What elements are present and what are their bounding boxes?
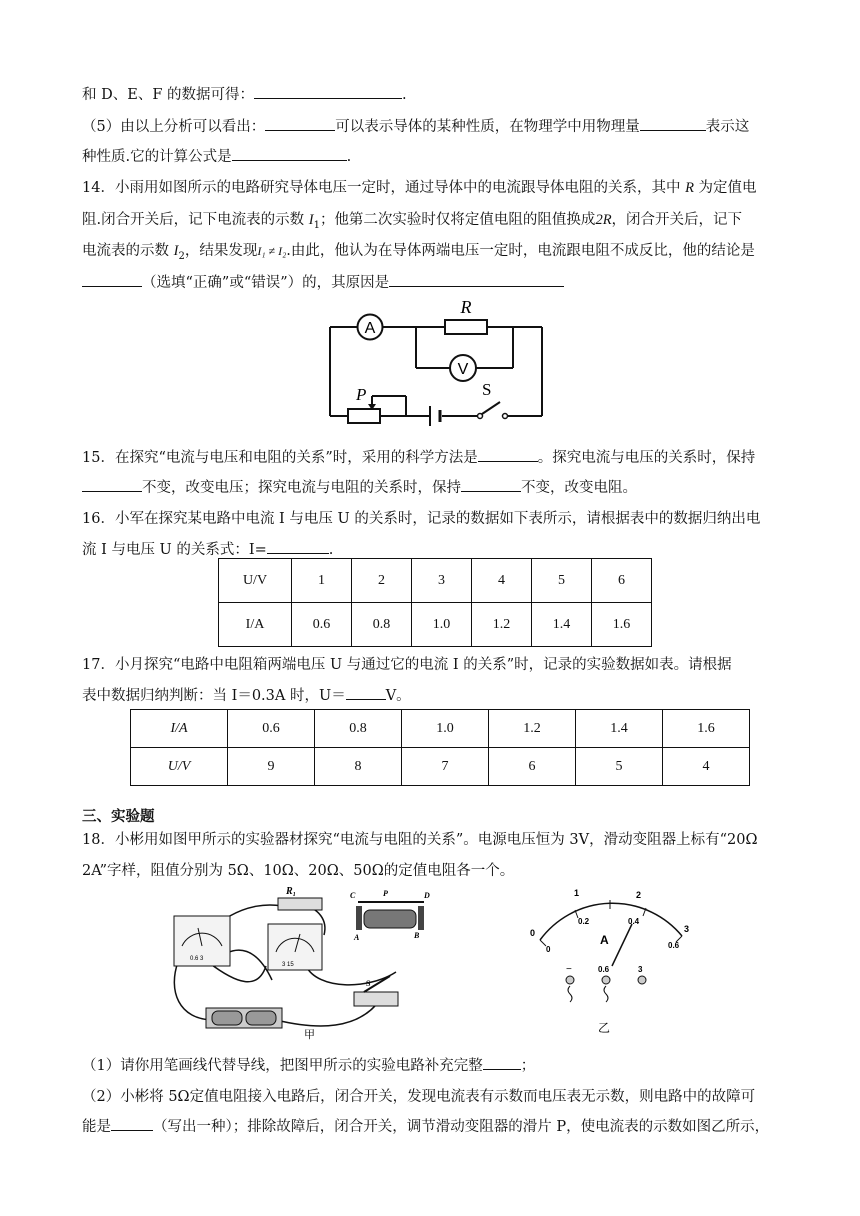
q14-line2 xyxy=(82,208,742,231)
q14-sub: 2 xyxy=(178,250,185,262)
voltmeter-terminal-labels: 3 15 xyxy=(282,962,294,968)
table-row xyxy=(219,559,652,603)
q14-var: 2R xyxy=(595,212,612,228)
resistor-symbol xyxy=(445,320,487,334)
q15-line2 xyxy=(82,476,637,497)
rheostat-symbol xyxy=(348,409,380,423)
q14-var: I₁ ≠ I₂ xyxy=(257,244,287,258)
table-cell: 0.8 xyxy=(352,603,412,647)
q13-line2 xyxy=(82,115,749,136)
ammeter-terminal-labels: 0.6 3 xyxy=(190,956,204,962)
resistor-label: R xyxy=(460,297,472,317)
answer-blank[interactable] xyxy=(111,1116,153,1131)
q16-table xyxy=(218,558,652,647)
q18-text: （2）小彬将 5Ω定值电阻接入电路后，闭合开关，发现电流表有示数而电压表无示数，则电路中的故障可 xyxy=(82,1089,756,1105)
section-title: 三、实验题 xyxy=(82,808,155,825)
terminal-a-label: A xyxy=(354,933,360,942)
terminal-label: 3 xyxy=(638,965,643,974)
figure-yi-caption: 乙 xyxy=(598,1021,611,1034)
ammeter-label: A xyxy=(364,320,376,337)
table-cell: 1.4 xyxy=(576,710,663,748)
q18-text: 能是 xyxy=(82,1119,111,1135)
q14-line1 xyxy=(82,176,757,197)
terminal-p-label: P xyxy=(383,889,388,898)
table-cell: 1.6 xyxy=(592,603,652,647)
answer-blank[interactable] xyxy=(265,116,335,131)
apparatus-figure-jia xyxy=(168,880,448,1042)
q14-line3 xyxy=(82,239,755,262)
q15-text: 不变，改变电压；探究电流与电阻的关系时，保持 xyxy=(142,480,461,496)
fixed-resistor xyxy=(278,898,322,910)
answer-blank[interactable] xyxy=(267,539,329,554)
answer-blank[interactable] xyxy=(346,685,386,700)
q16-text: . xyxy=(328,542,334,558)
table-row xyxy=(219,603,652,647)
table-cell: 1.2 xyxy=(472,603,532,647)
terminal-label: 0.6 xyxy=(598,965,610,974)
q16-line2 xyxy=(82,538,333,559)
dial-arc xyxy=(540,903,682,940)
voltmeter-label: V xyxy=(457,361,469,378)
table-cell: 5 xyxy=(576,748,663,786)
q16-line1 xyxy=(82,507,760,528)
q18-line2 xyxy=(82,859,514,880)
q14-line4 xyxy=(82,271,564,292)
q14-var: I xyxy=(308,212,314,228)
rheostat-label: P xyxy=(356,385,367,404)
q14-var: R xyxy=(685,180,694,196)
table-cell: 4 xyxy=(663,748,750,786)
q14-text: 电流表的示数 xyxy=(82,243,169,259)
table-cell: 6 xyxy=(489,748,576,786)
q15-text: 不变，改变电阻。 xyxy=(521,480,637,496)
figure-jia-caption: 甲 xyxy=(304,1028,315,1041)
q13-text: . xyxy=(402,87,407,103)
q18-line1 xyxy=(82,828,757,849)
q14-text: 14．小雨用如图所示的电路研究导体电压一定时，通过导体中的电流跟导体电阻的关系，其中 xyxy=(82,180,681,196)
q14-text: .由此，他认为在导体两端电压一定时，电流跟电阻不成反比，他的结论是 xyxy=(286,243,755,259)
answer-blank[interactable] xyxy=(461,477,521,492)
answer-blank[interactable] xyxy=(82,272,142,287)
unit-label: A xyxy=(600,933,609,947)
table-cell: 1.0 xyxy=(412,603,472,647)
q14-text: （选填“正确”或“错误”）的，其原因是 xyxy=(142,275,390,291)
q13-line3 xyxy=(82,145,351,166)
q14-text: ；他第二次实验时仅将定值电阻的阻值换成 xyxy=(319,212,596,228)
q15-text: 15．在探究“电流与电压和电阻的关系”时，采用的科学方法是 xyxy=(82,450,478,466)
table-header-cell: U/V xyxy=(219,559,292,603)
answer-blank[interactable] xyxy=(82,477,142,492)
table-cell: 1.6 xyxy=(663,710,750,748)
table-cell: 5 xyxy=(532,559,592,603)
q17-text: V。 xyxy=(385,688,411,704)
tick-label: 0.4 xyxy=(628,917,640,926)
q18-text: ； xyxy=(520,1058,536,1074)
switch-device xyxy=(354,992,398,1006)
q16-text: 16．小军在探究某电路中电流 I 与电压 U 的关系时，记录的数据如下表所示，请根据表中的数据归纳出电 xyxy=(82,511,761,527)
q13-text: . xyxy=(346,149,352,165)
answer-blank[interactable] xyxy=(640,116,706,131)
table-cell: 2 xyxy=(352,559,412,603)
q13-text: 和 D、E、F 的数据可得： xyxy=(82,87,254,103)
tick-label: 2 xyxy=(636,890,642,900)
table-cell: 0.8 xyxy=(315,710,402,748)
table-cell: 6 xyxy=(592,559,652,603)
answer-blank[interactable] xyxy=(483,1055,521,1070)
tick-label: 3 xyxy=(684,924,690,934)
needle xyxy=(612,924,632,966)
q14-text: 阻.闭合开关后，记下电流表的示数 xyxy=(82,212,305,228)
table-cell: 1.4 xyxy=(532,603,592,647)
table-row xyxy=(131,710,750,748)
q14-text: 为定值电 xyxy=(698,180,757,196)
table-cell: 1.0 xyxy=(402,710,489,748)
q13-text: （5）由以上分析可以看出： xyxy=(82,119,266,135)
tick-label: 0 xyxy=(546,945,551,954)
q17-text: 17．小月探究“电路中电阻箱两端电压 U 与通过它的电流 I 的关系”时，记录的实验数据如表。请根据 xyxy=(82,657,732,673)
table-row xyxy=(131,748,750,786)
q17-text: 表中数据归纳判断：当 I＝0.3A 时，U＝ xyxy=(82,688,346,704)
table-cell: 0.6 xyxy=(228,710,315,748)
table-cell: 1.2 xyxy=(489,710,576,748)
switch-label: S xyxy=(482,380,492,399)
voltmeter-device xyxy=(268,924,322,970)
wire-lead xyxy=(604,986,608,1002)
terminal-c-label: C xyxy=(350,891,356,900)
tick-label: 1 xyxy=(574,888,580,898)
r1-label: R₁ xyxy=(286,886,297,897)
switch-s-label: S xyxy=(366,979,371,988)
q13-text: 表示这 xyxy=(705,119,750,135)
q14-var: I xyxy=(173,243,179,259)
q13-text: 种性质.它的计算公式是 xyxy=(82,149,232,165)
q18-part2 xyxy=(82,1085,755,1106)
q16-text: 流 I 与电压 U 的关系式：I= xyxy=(82,542,267,558)
table-cell: 9 xyxy=(228,748,315,786)
answer-blank[interactable] xyxy=(232,146,347,161)
terminal-d-label: D xyxy=(424,891,430,900)
q18-text: 2A”字样，阻值分别为 5Ω、10Ω、20Ω、50Ω的定值电阻各一个。 xyxy=(82,863,515,879)
q18-text: （写出一种）；排除故障后，闭合开关，调节滑动变阻器的滑片 P，使电流表的示数如图乙所示， xyxy=(153,1119,770,1135)
terminal-label: − xyxy=(566,964,572,975)
table-cell: 3 xyxy=(412,559,472,603)
q17-table xyxy=(130,709,750,786)
q14-text: ，结果发现 xyxy=(184,243,258,259)
q14-text: ，闭合开关后，记下 xyxy=(611,212,743,228)
q17-line1 xyxy=(82,653,732,674)
q17-line2 xyxy=(82,684,411,705)
q14-sub: 1 xyxy=(313,219,320,231)
tick-label: 0.6 xyxy=(668,941,680,950)
switch-lever xyxy=(482,402,500,414)
table-cell: 1 xyxy=(292,559,352,603)
rheostat-coil xyxy=(364,910,416,928)
q14-circuit-diagram xyxy=(320,296,550,426)
answer-blank[interactable] xyxy=(478,447,538,462)
q18-text: （1）请你用笔画线代替导线，把图甲所示的实验电路补充完整 xyxy=(82,1058,483,1074)
table-cell: 7 xyxy=(402,748,489,786)
table-header-cell: I/A xyxy=(131,710,228,748)
table-cell: 4 xyxy=(472,559,532,603)
answer-blank[interactable] xyxy=(389,272,564,287)
table-header-cell: I/A xyxy=(219,603,292,647)
section-heading xyxy=(82,805,155,826)
ammeter-dial-figure-yi xyxy=(520,884,696,1034)
answer-blank[interactable] xyxy=(254,84,402,99)
q18-part2-cont xyxy=(82,1115,769,1136)
tick-label: 0 xyxy=(530,928,536,938)
table-header-cell: U/V xyxy=(131,748,228,786)
table-cell: 0.6 xyxy=(292,603,352,647)
q15-text: 。探究电流与电压的关系时，保持 xyxy=(537,450,756,466)
table-cell: 8 xyxy=(315,748,402,786)
tick-label: 0.2 xyxy=(578,917,590,926)
terminal-b-label: B xyxy=(414,931,420,940)
q15-line1 xyxy=(82,446,755,467)
wire-lead xyxy=(568,986,572,1002)
q18-part1 xyxy=(82,1054,535,1075)
q18-text: 18．小彬用如图甲所示的实验器材探究“电流与电阻的关系”。电源电压恒为 3V，滑动变阻器上标有“20Ω xyxy=(82,832,758,848)
q13-line1 xyxy=(82,83,407,104)
q13-text: 可以表示导体的某种性质，在物理学中用物理量 xyxy=(335,119,640,135)
